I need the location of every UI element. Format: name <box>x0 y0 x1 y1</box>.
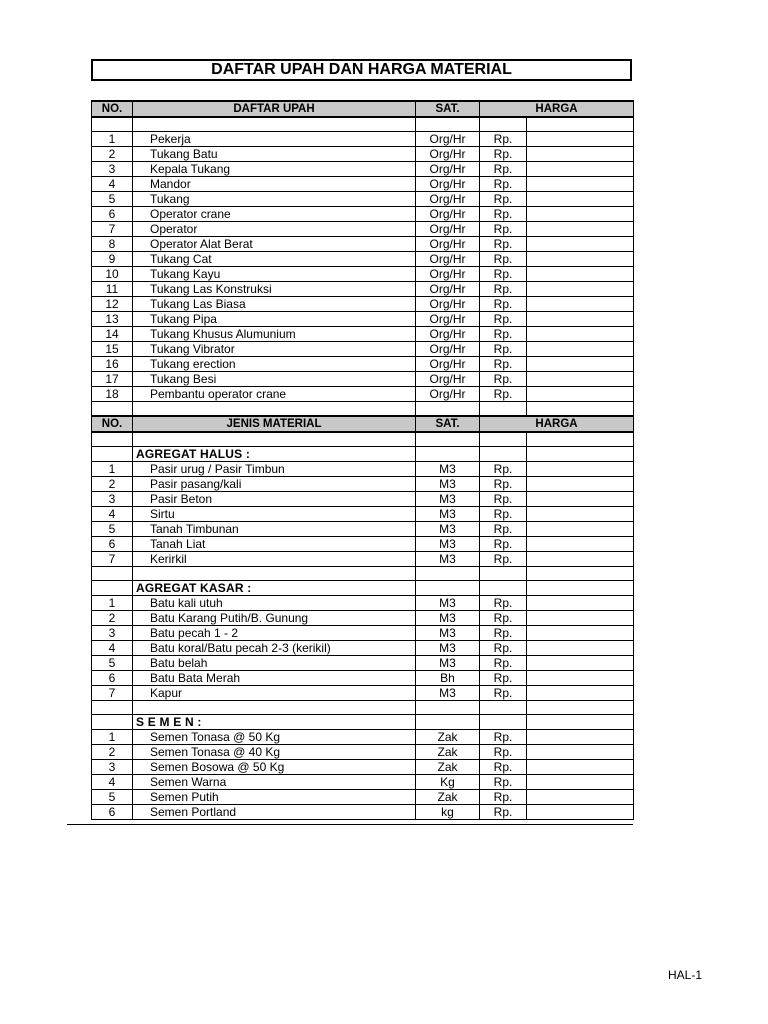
unit: Org/Hr <box>416 207 480 222</box>
empty-cell <box>527 581 634 596</box>
table-row <box>92 267 634 282</box>
empty-cell <box>480 117 527 132</box>
table-row <box>92 297 634 312</box>
row-number: 6 <box>92 537 133 552</box>
empty-cell <box>480 432 527 447</box>
price-value <box>527 641 634 656</box>
blank-row <box>92 117 634 132</box>
price-value <box>527 507 634 522</box>
unit: Org/Hr <box>416 147 480 162</box>
currency: Rp. <box>480 387 527 402</box>
row-number: 11 <box>92 282 133 297</box>
item-name: Batu belah <box>133 656 416 671</box>
item-name: Pekerja <box>133 132 416 147</box>
currency: Rp. <box>480 730 527 745</box>
row-number: 3 <box>92 162 133 177</box>
currency: Rp. <box>480 611 527 626</box>
item-name: Tukang Kayu <box>133 267 416 282</box>
empty-cell <box>133 432 416 447</box>
item-name: Batu koral/Batu pecah 2-3 (kerikil) <box>133 641 416 656</box>
currency: Rp. <box>480 671 527 686</box>
row-number: 7 <box>92 552 133 567</box>
table-row <box>92 252 634 267</box>
empty-cell <box>92 715 133 730</box>
currency: Rp. <box>480 147 527 162</box>
row-number: 5 <box>92 192 133 207</box>
table-row <box>92 147 634 162</box>
price-value <box>527 357 634 372</box>
item-name: Semen Tonasa @ 50 Kg <box>133 730 416 745</box>
table-row <box>92 656 634 671</box>
item-name: Batu kali utuh <box>133 596 416 611</box>
row-number: 8 <box>92 237 133 252</box>
unit: Org/Hr <box>416 267 480 282</box>
currency: Rp. <box>480 537 527 552</box>
unit: Kg <box>416 775 480 790</box>
row-number: 1 <box>92 132 133 147</box>
item-name: Tukang Besi <box>133 372 416 387</box>
table-row <box>92 805 634 820</box>
row-number: 17 <box>92 372 133 387</box>
unit: M3 <box>416 626 480 641</box>
empty-cell <box>527 715 634 730</box>
table-row <box>92 522 634 537</box>
empty-cell <box>416 402 480 417</box>
currency: Rp. <box>480 686 527 701</box>
empty-cell <box>480 715 527 730</box>
currency: Rp. <box>480 790 527 805</box>
unit: Org/Hr <box>416 222 480 237</box>
item-name: Semen Warna <box>133 775 416 790</box>
row-number: 2 <box>92 611 133 626</box>
unit: M3 <box>416 477 480 492</box>
item-name: Operator crane <box>133 207 416 222</box>
blank-row <box>92 402 634 417</box>
table-row <box>92 686 634 701</box>
page-number: HAL-1 <box>668 968 703 982</box>
empty-cell <box>416 432 480 447</box>
currency: Rp. <box>480 177 527 192</box>
unit: Org/Hr <box>416 372 480 387</box>
header-no: NO. <box>92 101 133 117</box>
unit: Bh <box>416 671 480 686</box>
unit: kg <box>416 805 480 820</box>
empty-cell <box>416 715 480 730</box>
page-title: DAFTAR UPAH DAN HARGA MATERIAL <box>91 59 632 81</box>
item-name: Batu Karang Putih/B. Gunung <box>133 611 416 626</box>
currency: Rp. <box>480 462 527 477</box>
table-row <box>92 327 634 342</box>
header-harga: HARGA <box>480 416 634 432</box>
currency: Rp. <box>480 492 527 507</box>
section-title: AGREGAT KASAR : <box>133 581 416 596</box>
currency: Rp. <box>480 327 527 342</box>
table-row <box>92 342 634 357</box>
empty-cell <box>416 701 480 715</box>
price-value <box>527 626 634 641</box>
price-value <box>527 686 634 701</box>
price-value <box>527 522 634 537</box>
price-value <box>527 537 634 552</box>
empty-cell <box>527 117 634 132</box>
item-name: Semen Tonasa @ 40 Kg <box>133 745 416 760</box>
currency: Rp. <box>480 237 527 252</box>
table-row <box>92 775 634 790</box>
price-value <box>527 192 634 207</box>
item-name: Pembantu operator crane <box>133 387 416 402</box>
blank-row <box>92 432 634 447</box>
wage-header-row <box>92 101 634 117</box>
currency: Rp. <box>480 192 527 207</box>
item-name: Pasir pasang/kali <box>133 477 416 492</box>
price-value <box>527 372 634 387</box>
empty-cell <box>92 432 133 447</box>
currency: Rp. <box>480 477 527 492</box>
empty-cell <box>133 402 416 417</box>
unit: Org/Hr <box>416 132 480 147</box>
item-name: Mandor <box>133 177 416 192</box>
row-number: 10 <box>92 267 133 282</box>
table-row <box>92 745 634 760</box>
currency: Rp. <box>480 626 527 641</box>
material-header-row <box>92 416 634 432</box>
currency: Rp. <box>480 342 527 357</box>
table-row <box>92 282 634 297</box>
table-row <box>92 641 634 656</box>
price-value <box>527 492 634 507</box>
currency: Rp. <box>480 760 527 775</box>
price-value <box>527 760 634 775</box>
row-number: 6 <box>92 671 133 686</box>
price-value <box>527 327 634 342</box>
unit: Org/Hr <box>416 192 480 207</box>
item-name: Tukang Khusus Alumunium <box>133 327 416 342</box>
row-number: 15 <box>92 342 133 357</box>
currency: Rp. <box>480 267 527 282</box>
blank-row <box>92 701 634 715</box>
unit: Org/Hr <box>416 342 480 357</box>
table-row <box>92 507 634 522</box>
empty-cell <box>527 701 634 715</box>
currency: Rp. <box>480 522 527 537</box>
price-value <box>527 132 634 147</box>
currency: Rp. <box>480 282 527 297</box>
price-value <box>527 237 634 252</box>
price-list-table <box>91 100 634 820</box>
table-row <box>92 790 634 805</box>
row-number: 2 <box>92 477 133 492</box>
item-name: Tukang erection <box>133 357 416 372</box>
unit: Zak <box>416 790 480 805</box>
unit: M3 <box>416 492 480 507</box>
header-name: JENIS MATERIAL <box>133 416 416 432</box>
currency: Rp. <box>480 312 527 327</box>
empty-cell <box>416 447 480 462</box>
empty-cell <box>92 701 133 715</box>
currency: Rp. <box>480 552 527 567</box>
unit: Org/Hr <box>416 297 480 312</box>
item-name: Tukang Cat <box>133 252 416 267</box>
price-value <box>527 222 634 237</box>
unit: Org/Hr <box>416 327 480 342</box>
currency: Rp. <box>480 596 527 611</box>
table-row <box>92 730 634 745</box>
currency: Rp. <box>480 357 527 372</box>
currency: Rp. <box>480 252 527 267</box>
row-number: 5 <box>92 522 133 537</box>
unit: M3 <box>416 596 480 611</box>
item-name: Semen Portland <box>133 805 416 820</box>
currency: Rp. <box>480 372 527 387</box>
row-number: 6 <box>92 805 133 820</box>
price-value <box>527 805 634 820</box>
table-row <box>92 626 634 641</box>
table-row <box>92 162 634 177</box>
price-value <box>527 611 634 626</box>
table-row <box>92 760 634 775</box>
empty-cell <box>133 117 416 132</box>
unit: M3 <box>416 552 480 567</box>
table-row <box>92 312 634 327</box>
price-value <box>527 790 634 805</box>
header-sat: SAT. <box>416 101 480 117</box>
price-value <box>527 462 634 477</box>
unit: Zak <box>416 730 480 745</box>
price-value <box>527 147 634 162</box>
empty-cell <box>480 567 527 581</box>
price-value <box>527 775 634 790</box>
row-number: 1 <box>92 462 133 477</box>
section-title-row <box>92 715 634 730</box>
table-row <box>92 372 634 387</box>
unit: M3 <box>416 686 480 701</box>
currency: Rp. <box>480 132 527 147</box>
item-name: Sirtu <box>133 507 416 522</box>
item-name: Operator <box>133 222 416 237</box>
unit: Org/Hr <box>416 357 480 372</box>
item-name: Batu Bata Merah <box>133 671 416 686</box>
unit: Org/Hr <box>416 387 480 402</box>
price-value <box>527 282 634 297</box>
row-number: 13 <box>92 312 133 327</box>
item-name: Semen Bosowa @ 50 Kg <box>133 760 416 775</box>
unit: M3 <box>416 656 480 671</box>
row-number: 5 <box>92 790 133 805</box>
row-number: 1 <box>92 596 133 611</box>
empty-cell <box>416 567 480 581</box>
unit: M3 <box>416 522 480 537</box>
header-name: DAFTAR UPAH <box>133 101 416 117</box>
price-value <box>527 671 634 686</box>
empty-cell <box>92 447 133 462</box>
row-number: 7 <box>92 222 133 237</box>
empty-cell <box>92 567 133 581</box>
table-row <box>92 671 634 686</box>
row-number: 4 <box>92 641 133 656</box>
table-row <box>92 177 634 192</box>
currency: Rp. <box>480 207 527 222</box>
table-row <box>92 477 634 492</box>
item-name: Batu pecah 1 - 2 <box>133 626 416 641</box>
empty-cell <box>416 581 480 596</box>
row-number: 4 <box>92 775 133 790</box>
currency: Rp. <box>480 805 527 820</box>
table-row <box>92 492 634 507</box>
row-number: 3 <box>92 492 133 507</box>
section-title: AGREGAT HALUS : <box>133 447 416 462</box>
row-number: 4 <box>92 177 133 192</box>
table-row <box>92 387 634 402</box>
unit: Org/Hr <box>416 177 480 192</box>
price-value <box>527 656 634 671</box>
table-row <box>92 132 634 147</box>
row-number: 12 <box>92 297 133 312</box>
header-no: NO. <box>92 416 133 432</box>
unit: M3 <box>416 641 480 656</box>
section-title-row <box>92 581 634 596</box>
price-value <box>527 267 634 282</box>
price-value <box>527 596 634 611</box>
table-row <box>92 596 634 611</box>
row-number: 14 <box>92 327 133 342</box>
unit: Org/Hr <box>416 162 480 177</box>
table-row <box>92 462 634 477</box>
price-value <box>527 177 634 192</box>
item-name: Tanah Timbunan <box>133 522 416 537</box>
row-number: 3 <box>92 626 133 641</box>
unit: Org/Hr <box>416 237 480 252</box>
price-value <box>527 730 634 745</box>
row-number: 16 <box>92 357 133 372</box>
item-name: Pasir Beton <box>133 492 416 507</box>
row-number: 7 <box>92 686 133 701</box>
empty-cell <box>133 701 416 715</box>
empty-cell <box>527 447 634 462</box>
item-name: Tukang Pipa <box>133 312 416 327</box>
price-value <box>527 312 634 327</box>
unit: Org/Hr <box>416 282 480 297</box>
price-value <box>527 477 634 492</box>
unit: M3 <box>416 507 480 522</box>
currency: Rp. <box>480 297 527 312</box>
header-harga: HARGA <box>480 101 634 117</box>
item-name: Semen Putih <box>133 790 416 805</box>
currency: Rp. <box>480 222 527 237</box>
price-value <box>527 162 634 177</box>
price-value <box>527 387 634 402</box>
empty-cell <box>480 447 527 462</box>
unit: Zak <box>416 760 480 775</box>
blank-row <box>92 567 634 581</box>
empty-cell <box>480 701 527 715</box>
price-value <box>527 552 634 567</box>
empty-cell <box>527 432 634 447</box>
row-number: 4 <box>92 507 133 522</box>
empty-cell <box>416 117 480 132</box>
empty-cell <box>527 402 634 417</box>
unit: M3 <box>416 462 480 477</box>
price-value <box>527 342 634 357</box>
row-number: 3 <box>92 760 133 775</box>
item-name: Kapur <box>133 686 416 701</box>
row-number: 9 <box>92 252 133 267</box>
table-row <box>92 237 634 252</box>
section-title: S E M E N : <box>133 715 416 730</box>
row-number: 5 <box>92 656 133 671</box>
table-row <box>92 552 634 567</box>
currency: Rp. <box>480 745 527 760</box>
price-value <box>527 252 634 267</box>
unit: M3 <box>416 611 480 626</box>
item-name: Operator Alat Berat <box>133 237 416 252</box>
unit: Org/Hr <box>416 312 480 327</box>
row-number: 2 <box>92 147 133 162</box>
currency: Rp. <box>480 656 527 671</box>
item-name: Tukang Las Biasa <box>133 297 416 312</box>
header-sat: SAT. <box>416 416 480 432</box>
row-number: 18 <box>92 387 133 402</box>
empty-cell <box>133 567 416 581</box>
empty-cell <box>480 581 527 596</box>
item-name: Tukang <box>133 192 416 207</box>
unit: Zak <box>416 745 480 760</box>
unit: M3 <box>416 537 480 552</box>
row-number: 6 <box>92 207 133 222</box>
empty-cell <box>527 567 634 581</box>
empty-cell <box>92 117 133 132</box>
price-value <box>527 745 634 760</box>
table-row <box>92 207 634 222</box>
currency: Rp. <box>480 162 527 177</box>
price-value <box>527 297 634 312</box>
currency: Rp. <box>480 641 527 656</box>
price-value <box>527 207 634 222</box>
item-name: Tukang Las Konstruksi <box>133 282 416 297</box>
currency: Rp. <box>480 775 527 790</box>
row-number: 1 <box>92 730 133 745</box>
unit: Org/Hr <box>416 252 480 267</box>
empty-cell <box>480 402 527 417</box>
table-row <box>92 222 634 237</box>
currency: Rp. <box>480 507 527 522</box>
table-row <box>92 357 634 372</box>
section-title-row <box>92 447 634 462</box>
empty-cell <box>92 581 133 596</box>
item-name: Kerirkil <box>133 552 416 567</box>
empty-cell <box>92 402 133 417</box>
table-row <box>92 537 634 552</box>
item-name: Tukang Vibrator <box>133 342 416 357</box>
item-name: Pasir urug / Pasir Timbun <box>133 462 416 477</box>
row-number: 2 <box>92 745 133 760</box>
table-row <box>92 192 634 207</box>
item-name: Tanah Liat <box>133 537 416 552</box>
bottom-rule <box>67 824 633 825</box>
item-name: Tukang Batu <box>133 147 416 162</box>
table-row <box>92 611 634 626</box>
item-name: Kepala Tukang <box>133 162 416 177</box>
